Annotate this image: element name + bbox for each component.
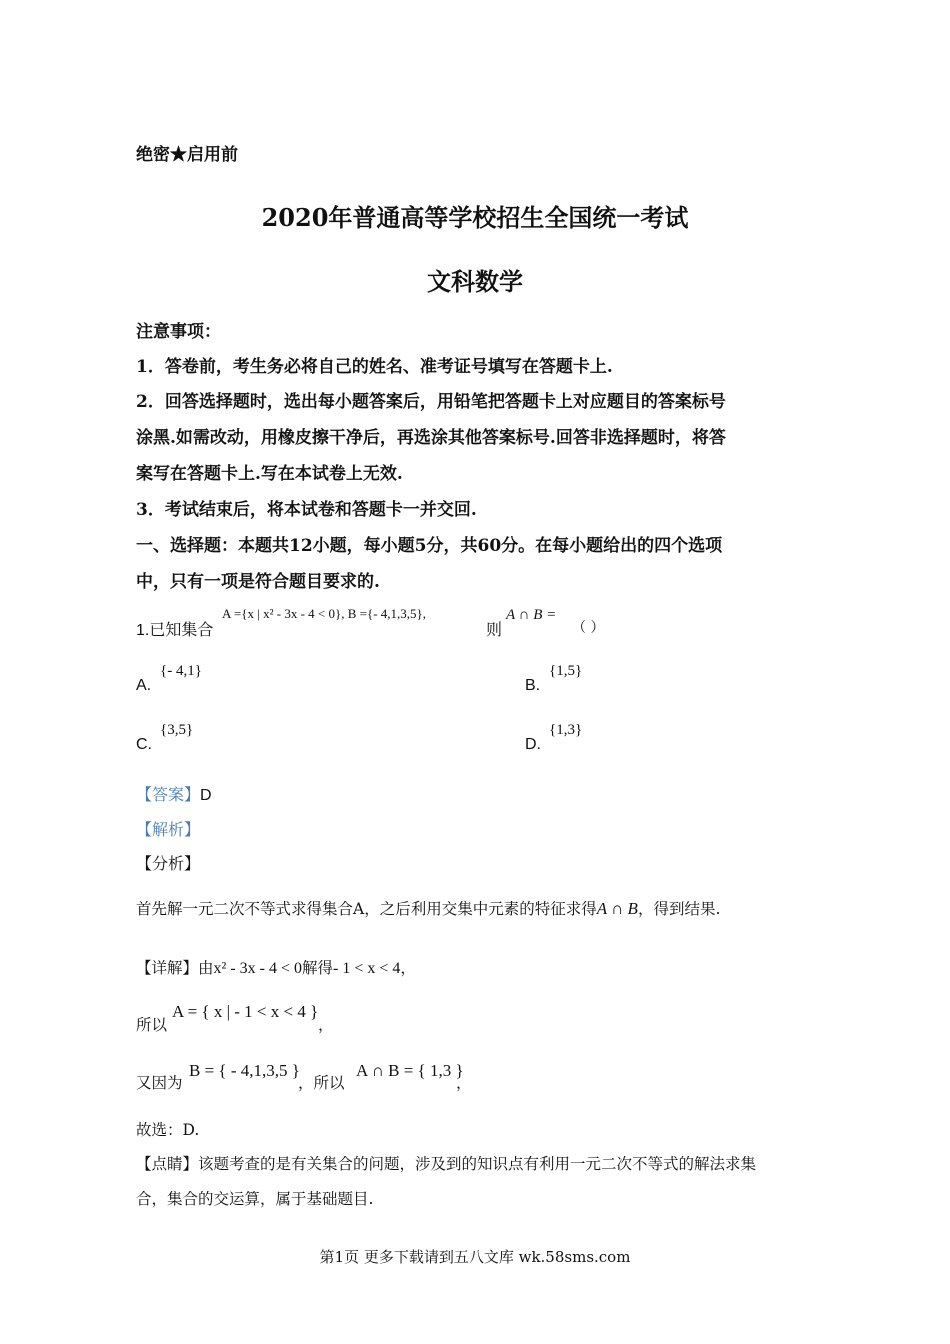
- analysis-tag: 【解析】: [136, 820, 201, 839]
- detail-expr-2: - 1 < x < 4: [333, 960, 401, 977]
- detail-end: ，: [400, 959, 416, 977]
- fenxi-text: [136, 897, 720, 919]
- suoyi-2-label: ，所以: [298, 1074, 345, 1092]
- question-1-then: 则: [486, 622, 503, 639]
- answer-tag: 【答案】: [136, 785, 201, 804]
- result-comma: ，: [456, 1074, 472, 1092]
- option-a-value: {- 4,1}: [160, 663, 202, 679]
- result-expr: A ∩ B = { 1,3 }: [356, 1061, 464, 1080]
- question-1-ask: A ∩ B =: [506, 607, 557, 623]
- answer-value: D: [200, 787, 212, 804]
- notice-item-2-line-2: 涂黑.如需改动，用橡皮擦干净后，再选涂其他答案标号.回答非选择题时，将答: [136, 428, 726, 448]
- detail-line: [136, 956, 416, 978]
- answer-row: [136, 782, 212, 805]
- fenxi-expr: A ∩ B: [596, 899, 638, 918]
- dianjing-line-1: 【点睛】该题考查的是有关集合的问题，涉及到的知识点有利用一元二次不等式的解法求集: [136, 1155, 757, 1173]
- suoyi-expr: A = { x | - 1 < x < 4 }: [172, 1002, 319, 1021]
- dianjing-line-2: 合，集合的交运算，属于基础题目.: [136, 1190, 374, 1208]
- question-1-prefix: 1.已知集合: [136, 622, 214, 639]
- option-d-value: {1,3}: [549, 722, 583, 738]
- detail-mid: 解得: [302, 959, 334, 977]
- page-footer: 第1页 更多下载请到五八文库 wk.58sms.com: [319, 1248, 631, 1266]
- notice-item-2-line-3: 案写在答题卡上.写在本试卷上无效.: [136, 464, 403, 484]
- option-b-value: {1,5}: [549, 663, 583, 679]
- option-d-label: D.: [525, 736, 541, 753]
- notice-item-1: 1．答卷前，考生务必将自己的姓名、准考证号填写在答题卡上.: [136, 357, 613, 377]
- notice-item-3: 3．考试结束后，将本试卷和答题卡一并交回.: [136, 500, 477, 520]
- youyin-expr: B = { - 4,1,3,5 }: [189, 1061, 300, 1080]
- confidential-label: 绝密★启用前: [136, 145, 238, 165]
- option-b-label: B.: [525, 677, 541, 694]
- youyin-label: 又因为: [136, 1074, 183, 1092]
- option-c-label: C.: [136, 736, 152, 753]
- notice-heading: 注意事项：: [136, 322, 221, 342]
- fenxi-text-a: 首先解一元二次不等式求得集合A，之后利用交集中元素的特征求得: [136, 900, 597, 918]
- fenxi-text-b: ，得到结果.: [637, 900, 721, 918]
- section-heading-line-2: 中，只有一项是符合题目要求的.: [136, 572, 380, 592]
- option-c-value: {3,5}: [160, 722, 194, 738]
- detail-tag: 【详解】由: [136, 959, 214, 977]
- exam-subject: 文科数学: [427, 267, 523, 296]
- notice-item-2-line-1: 2．回答选择题时，选出每小题答案后，用铅笔把答题卡上对应题目的答案标号: [136, 392, 726, 412]
- option-a-label: A.: [136, 677, 152, 694]
- suoyi-line: [136, 1013, 167, 1035]
- exam-title: 2020年普通高等学校招生全国统一考试: [261, 203, 689, 232]
- fenxi-tag: 【分析】: [136, 854, 201, 873]
- detail-expr-1: x² - 3x - 4 < 0: [213, 960, 302, 977]
- suoyi-comma: ，: [318, 1016, 334, 1034]
- question-1-answer-parens: （ ）: [572, 620, 605, 636]
- final-choice: 故选：D.: [136, 1121, 200, 1139]
- suoyi-label: 所以: [136, 1016, 168, 1034]
- section-heading-line-1: 一、选择题：本题共12小题，每小题5分，共60分。在每小题给出的四个选项: [136, 536, 723, 556]
- question-1-sets: A ={x | x² - 3x - 4 < 0}, B ={- 4,1,3,5},: [222, 606, 427, 621]
